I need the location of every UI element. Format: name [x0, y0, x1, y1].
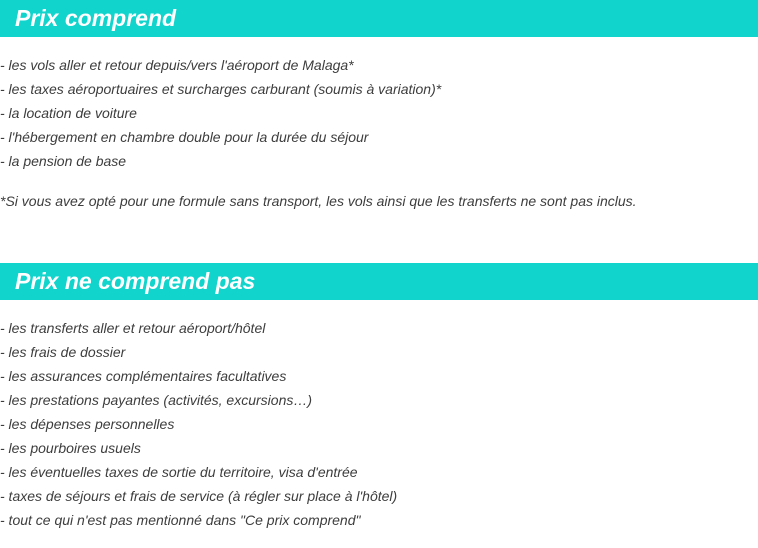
excluded-list-item: - les assurances complémentaires facultatives: [0, 368, 287, 384]
excluded-list-item: - taxes de séjours et frais de service (à régler sur place à l'hôtel): [0, 488, 398, 504]
excluded-list-item: - les prestations payantes (activités, excursions…): [0, 392, 313, 408]
included-list-item: - la pension de base: [0, 153, 127, 169]
excluded-list-item: - les transferts aller et retour aéroport/hôtel: [0, 320, 266, 336]
included-list-item: - la location de voiture: [0, 105, 137, 121]
included-list-item: - l'hébergement en chambre double pour la durée du séjour: [0, 129, 369, 145]
excluded-section-header: [0, 263, 758, 300]
excluded-list: [0, 316, 397, 532]
included-list-item: - les vols aller et retour depuis/vers l'aéroport de Malaga*: [0, 57, 354, 73]
transport-footnote: *Si vous avez opté pour une formule sans transport, les vols ainsi que les transferts ne sont pas inclus.: [0, 193, 637, 209]
included-section-title: Prix comprend: [15, 5, 177, 31]
excluded-list-item: - les frais de dossier: [0, 344, 126, 360]
excluded-list-item: - les dépenses personnelles: [0, 416, 175, 432]
excluded-list-item: - les éventuelles taxes de sortie du territoire, visa d'entrée: [0, 464, 358, 480]
included-list-item: - les taxes aéroportuaires et surcharges carburant (soumis à variation)*: [0, 81, 442, 97]
excluded-list-item: - tout ce qui n'est pas mentionné dans "Ce prix comprend": [0, 512, 361, 528]
excluded-list-item: - les pourboires usuels: [0, 440, 141, 456]
excluded-section-title: Prix ne comprend pas: [15, 268, 256, 294]
included-list: [0, 53, 441, 173]
included-section-header: [0, 0, 758, 37]
